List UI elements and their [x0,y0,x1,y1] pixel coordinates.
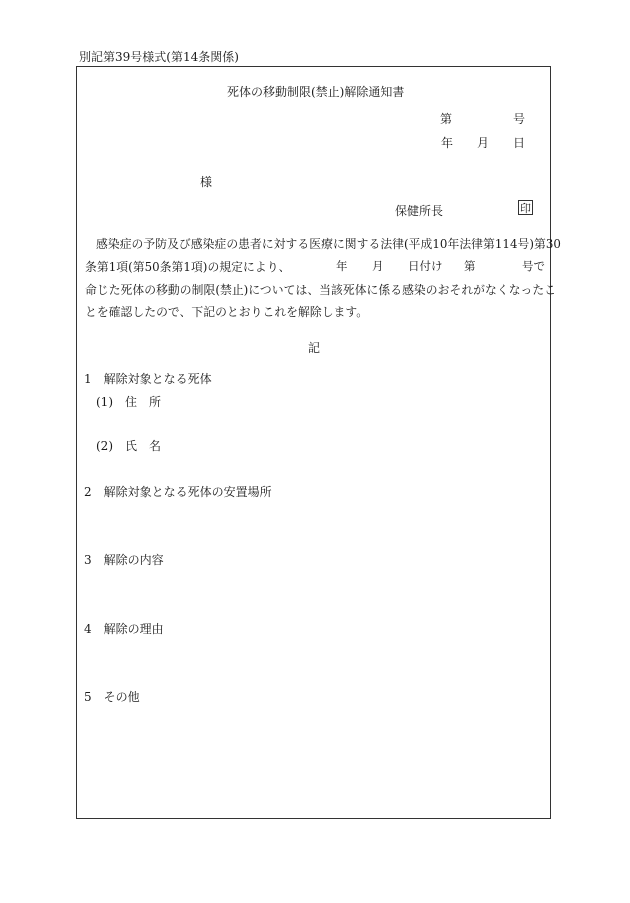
body-inline-year: 年 [336,259,348,273]
body-line-1: 感染症の予防及び感染症の患者に対する医療に関する法律(平成10年法律第114号)第30 [96,237,561,251]
addressee-suffix: 様 [200,175,213,189]
number-suffix: 号 [513,112,526,126]
body-line-4: とを確認したので、下記のとおりこれを解除します。 [85,305,369,319]
item-5: 5 その他 [84,690,140,704]
item-1-address: (1) 住 所 [96,395,161,409]
seal-mark: 印 [520,202,531,215]
document-title: 死体の移動制限(禁止)解除通知書 [227,85,405,99]
item-3: 3 解除の内容 [84,553,164,567]
body-inline-number-suffix: 号で [522,259,545,273]
record-heading: 記 [308,341,321,355]
item-1: 1 解除対象となる死体 [84,372,212,386]
date-month: 月 [477,136,490,150]
date-year: 年 [441,136,454,150]
issuer: 保健所長 [395,204,444,218]
date-day: 日 [513,136,526,150]
item-4: 4 解除の理由 [84,622,164,636]
item-1-name: (2) 氏 名 [96,439,161,453]
item-2: 2 解除対象となる死体の安置場所 [84,485,272,499]
body-inline-number-prefix: 第 [464,259,476,273]
form-label: 別記第39号様式(第14条関係) [79,50,239,64]
number-prefix: 第 [440,112,453,126]
body-inline-month: 月 [372,259,384,273]
body-line-3: 命じた死体の移動の制限(禁止)については、当該死体に係る感染のおそれがなくなったこ [85,283,557,297]
body-inline-day: 日付け [408,259,443,273]
body-line-2: 条第1項(第50条第1項)の規定により、 [85,260,291,274]
